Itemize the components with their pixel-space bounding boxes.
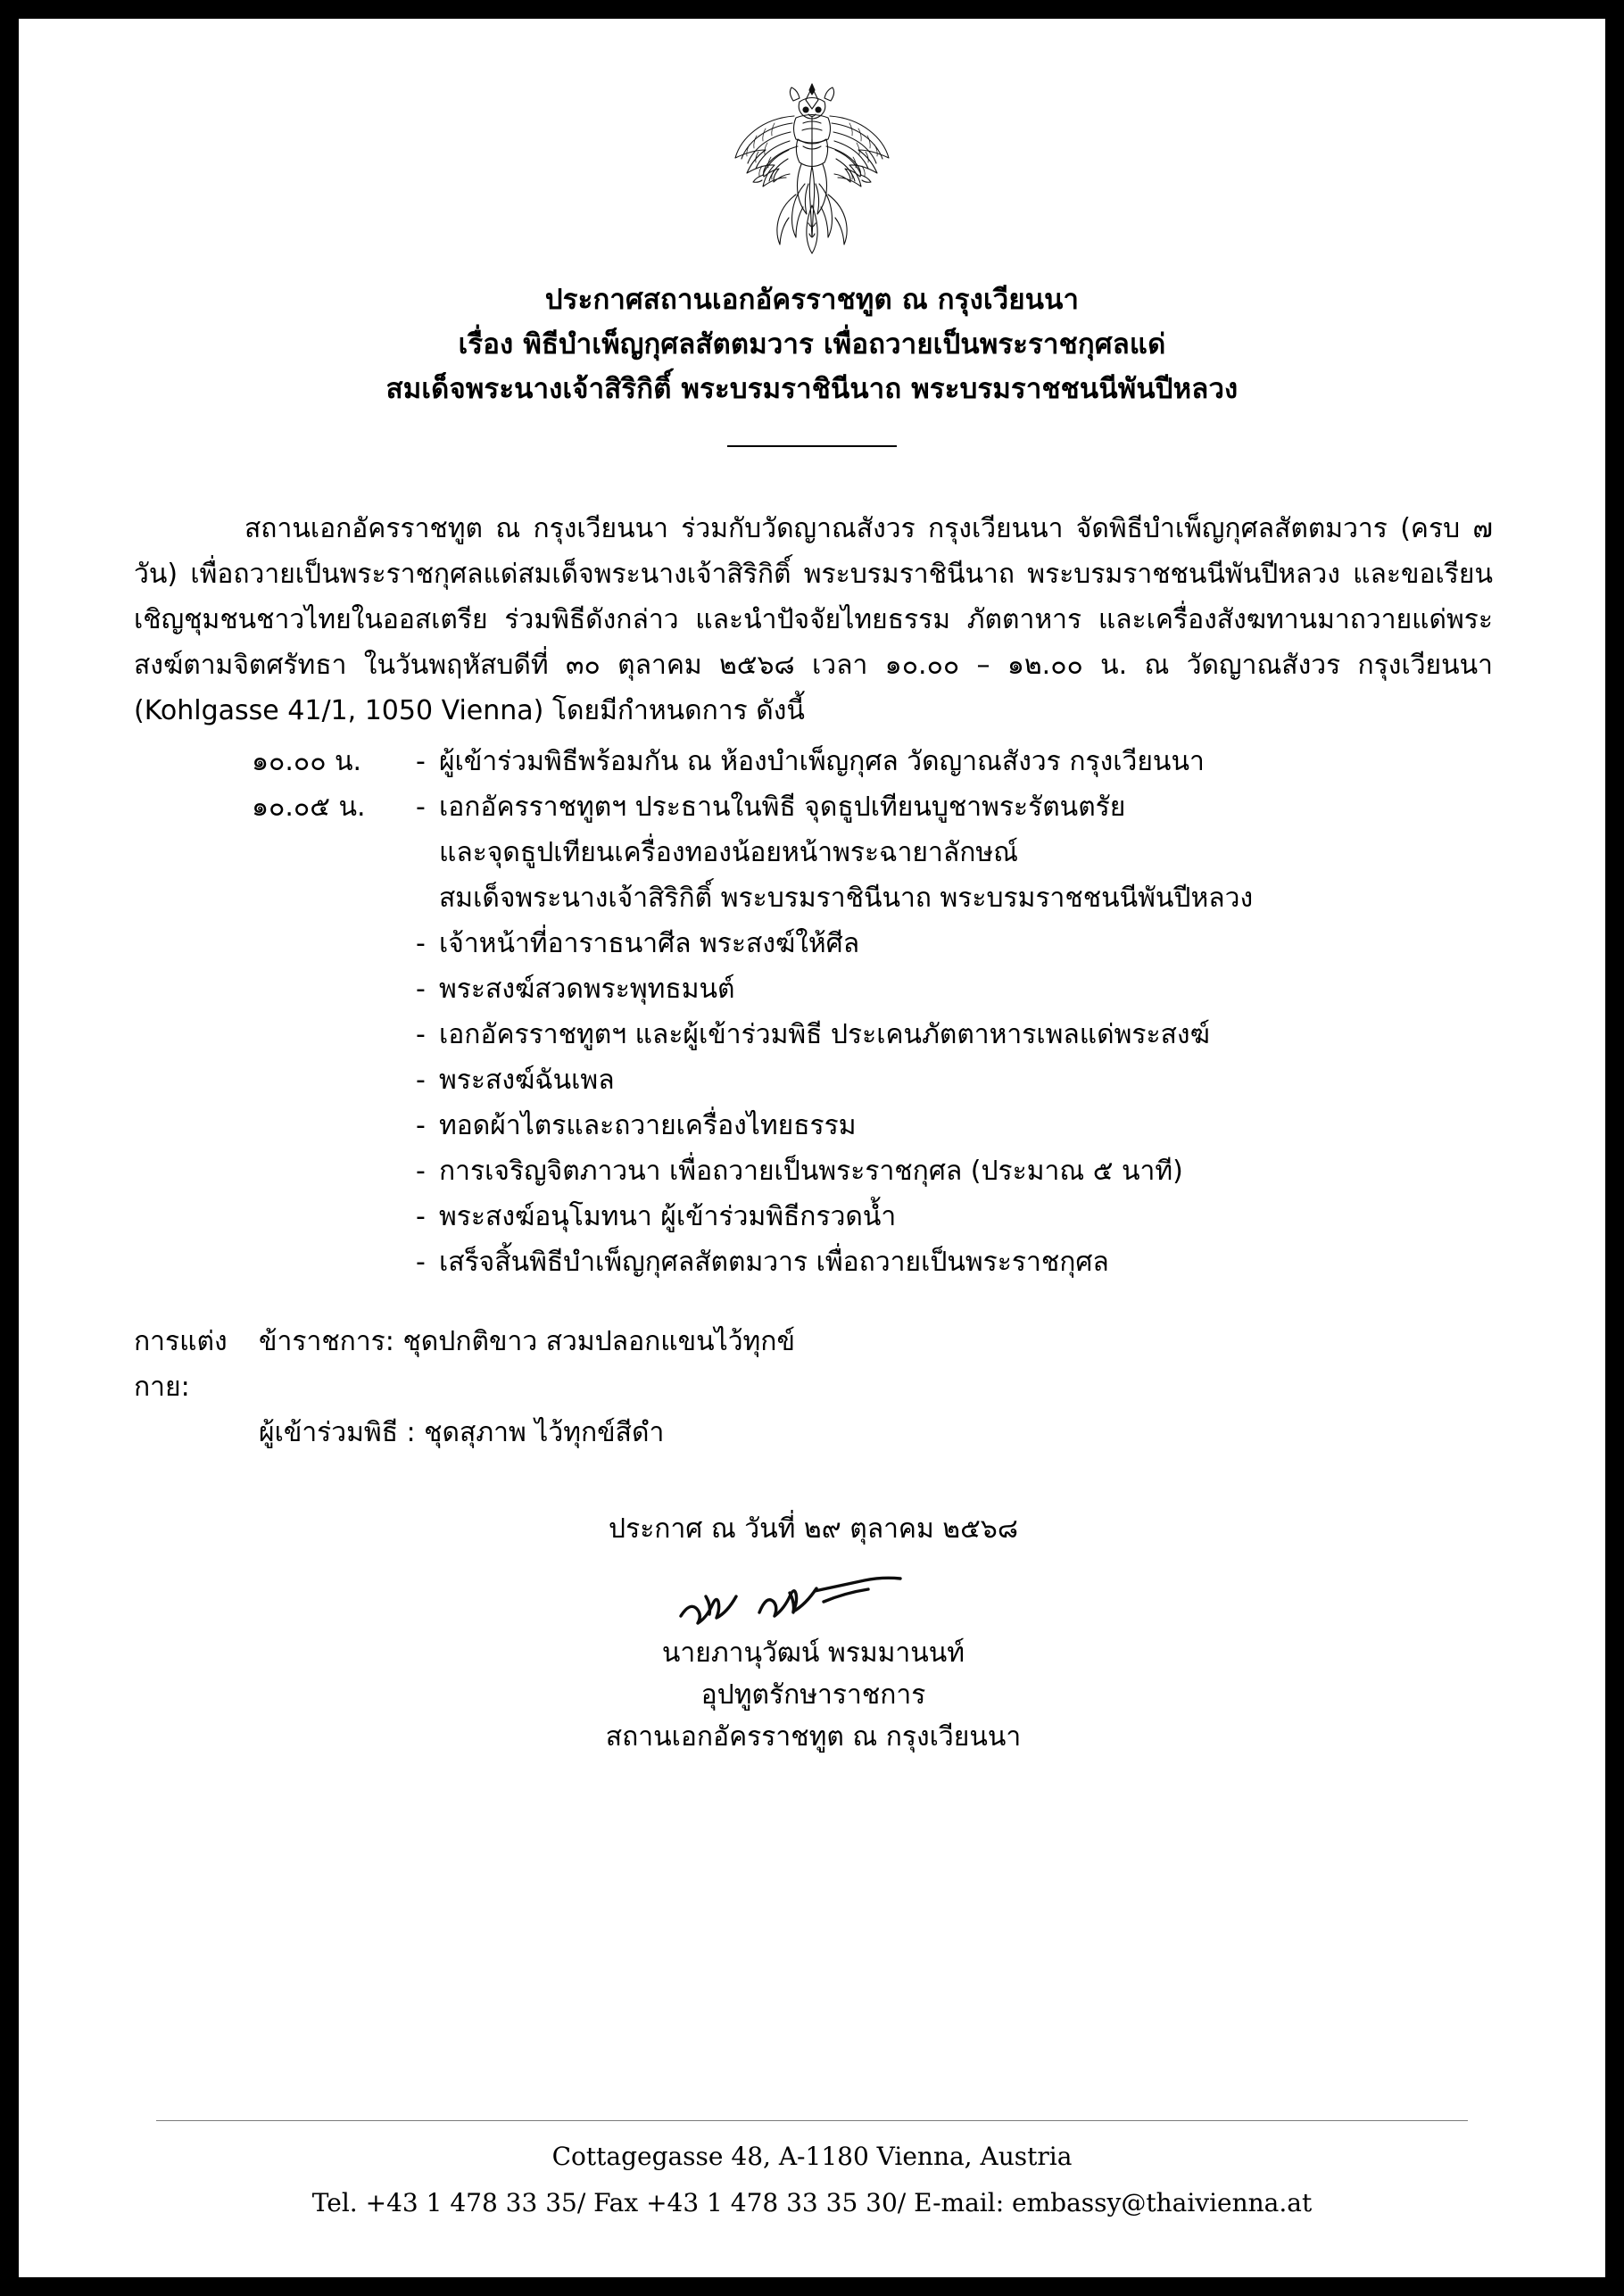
program-text: พระสงฆ์อนุโมทนา ผู้เข้าร่วมพิธีกรวดน้ำ <box>439 1201 897 1232</box>
dress-code-section <box>134 1319 1493 1455</box>
program-row <box>252 1239 1493 1285</box>
signatory-office: สถานเอกอัครราชทูต ณ กรุงเวียนนา <box>605 1721 1022 1753</box>
program-text: ทอดผ้าไตรและถวายเครื่องไทยธรรม <box>439 1110 857 1141</box>
title-line-3: สมเด็จพระนางเจ้าสิริกิติ์ พระบรมราชินีนาถ พระบรมราชชนนีพันปีหลวง <box>385 373 1239 405</box>
announcement-date: ประกาศ ณ วันที่ ๒๙ ตุลาคม ๒๕๖๘ <box>609 1513 1018 1545</box>
emblem-container <box>37 37 1587 254</box>
signatory-name: นายภานุวัฒน์ พรมมานนท์ <box>661 1637 965 1669</box>
program-text: เสร็จสิ้นพิธีบำเพ็ญกุศลสัตตมวาร เพื่อถวายเป็นพระราชกุศล <box>439 1247 1109 1278</box>
program-continuation-line: สมเด็จพระนางเจ้าสิริกิติ์ พระบรมราชินีนาถ พระบรมราชชนนีพันปีหลวง <box>439 883 1254 914</box>
dress-code-row <box>134 1319 1493 1410</box>
footer-contact: Tel. +43 1 478 33 35/ Fax +43 1 478 33 35 30/ E-mail: embassy@thaivienna.at <box>311 2188 1313 2217</box>
dress-code-officials: ข้าราชการ: ชุดปกติขาว สวมปลอกแขนไว้ทุกข์ <box>259 1326 795 1357</box>
title-line-2: เรื่อง พิธีบำเพ็ญกุศลสัตตมวาร เพื่อถวายเป็นพระราชกุศลแด่ <box>458 328 1166 361</box>
document-title-group <box>37 278 1587 447</box>
body-paragraph: สถานเอกอัครราชทูต ณ กรุงเวียนนา ร่วมกับวัดญาณสังวร กรุงเวียนนา จัดพิธีบำเพ็ญกุศลสัตตมวาร (ครบ ๗ วัน) เพื่อถวายเป็นพระราชกุศลแด่สมเด็จพระนางเจ้าสิริกิติ์ พระบรมราชินีนาถ พระบรมราชชนนีพันปีหลวง และขอเรียนเชิญชุมชนชาวไทยในออสเตรีย ร่วมพิธีดังกล่าว และนำปัจจัยไทยธรรม ภัตตาหาร และเครื่องสังฆทานมาถวายแด่พระสงฆ์ตามจิตศรัทธา ในวันพฤหัสบดีที่ ๓๐ ตุลาคม ๒๕๖๘ เวลา ๑๐.๐๐ – ๑๒.๐๐ น. ณ วัดญาณสังวร กรุงเวียนนา (Kohlgasse 41/1, 1050 Vienna) โดยมีกำหนดการ ดังนี้ <box>134 513 1493 726</box>
signature-mark-container <box>134 1555 1493 1632</box>
program-dash: - <box>416 792 426 823</box>
program-text: การเจริญจิตภาวนา เพื่อถวายเป็นพระราชกุศล (ประมาณ ๕ นาที) <box>439 1156 1183 1187</box>
title-divider-wrap <box>37 445 1587 447</box>
program-row <box>252 1148 1493 1194</box>
document-body <box>134 506 1493 1758</box>
program-text: พระสงฆ์ฉันเพล <box>439 1065 615 1096</box>
program-dash: - <box>416 1247 426 1278</box>
program-text: เอกอัครราชทูตฯ และผู้เข้าร่วมพิธี ประเคนภัตตาหารเพลแด่พระสงฆ์ <box>439 1019 1210 1050</box>
program-dash: - <box>416 1156 426 1187</box>
program-text: ผู้เข้าร่วมพิธีพร้อมกัน ณ ห้องบำเพ็ญกุศล วัดญาณสังวร กรุงเวียนนา <box>439 746 1205 777</box>
program-row <box>252 921 1493 966</box>
program-text: พระสงฆ์สวดพระพุทธมนต์ <box>439 974 735 1005</box>
program-row <box>252 739 1493 784</box>
dress-code-attendees: ผู้เข้าร่วมพิธี : ชุดสุภาพ ไว้ทุกข์สีดำ <box>259 1417 665 1448</box>
document-footer <box>37 2120 1587 2226</box>
program-dash: - <box>416 1110 426 1141</box>
program-dash: - <box>416 928 426 959</box>
program-text: เอกอัครราชทูตฯ ประธานในพิธี จุดธูปเทียนบูชาพระรัตนตรัย <box>439 792 1126 823</box>
signature-block <box>134 1509 1493 1758</box>
program-row <box>252 1012 1493 1057</box>
title-line-1: ประกาศสถานเอกอัครราชทูต ณ กรุงเวียนนา <box>544 284 1080 316</box>
footer-address: Cottagegasse 48, A-1180 Vienna, Austria <box>551 2142 1073 2171</box>
document-sheet <box>37 37 1587 2259</box>
program-dash: - <box>416 746 426 777</box>
program-time: ๑๐.๐๐ น. <box>252 746 362 777</box>
program-row <box>252 1103 1493 1148</box>
program-row <box>252 784 1493 830</box>
program-row <box>252 1194 1493 1239</box>
program-dash: - <box>416 1019 426 1050</box>
garuda-emblem-icon <box>678 80 946 254</box>
program-text: เจ้าหน้าที่อาราธนาศีล พระสงฆ์ให้ศีล <box>439 928 860 959</box>
handwritten-signature-icon <box>667 1561 961 1632</box>
program-dash: - <box>416 1065 426 1096</box>
program-schedule <box>134 739 1493 1285</box>
program-row <box>252 966 1493 1012</box>
program-dash: - <box>416 974 426 1005</box>
program-dash: - <box>416 1201 426 1232</box>
signatory-position: อุปทูตรักษาราชการ <box>700 1679 926 1711</box>
program-time: ๑๐.๐๕ น. <box>252 792 366 823</box>
title-divider <box>727 445 897 447</box>
dress-code-label: การแต่งกาย: <box>134 1326 228 1403</box>
program-row <box>252 1057 1493 1103</box>
program-continuation-line: และจุดธูปเทียนเครื่องทองน้อยหน้าพระฉายาลักษณ์ <box>439 837 1018 868</box>
